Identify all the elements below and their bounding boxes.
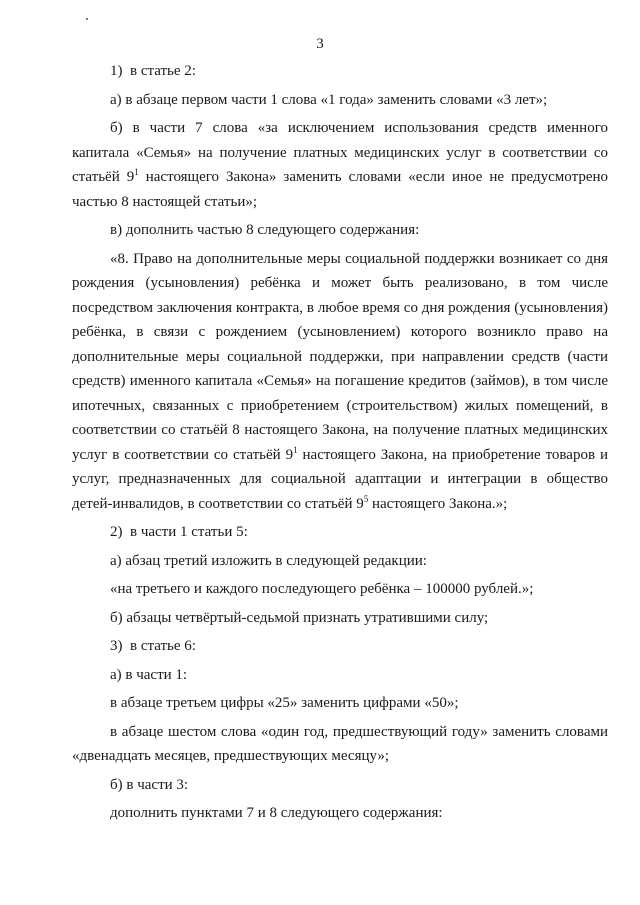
- paragraph-quoted-part-8: [72, 247, 608, 517]
- superscript: 1: [293, 444, 298, 455]
- paragraph-item-2: 2) в части 1 статьи 5:: [110, 524, 248, 540]
- paragraph-subitem-3a: а) в части 1:: [110, 666, 188, 683]
- paragraph-quoted-text: «на третьего и каждого последующего ребёнка – 100000 рублей.»;: [110, 581, 534, 597]
- text-run: настоящего Закона, на приобретение товаров и услуг, предназначенных для социальной адаптации и интеграции в общество детей-инвалидов, в соответствии со статьёй 9: [72, 446, 608, 512]
- paragraph-subitem-1b: [72, 116, 608, 214]
- paragraph-subitem-2a: а) абзац третий изложить в следующей редакции:: [110, 552, 427, 569]
- paragraph-amendment-3: дополнить пунктами 7 и 8 следующего содержания:: [110, 805, 443, 821]
- text-run: б) в части 7 слова «за исключением использования средств именного капитала «Семья» на получение платных медицинских услуг в соответствии со статьёй 9: [72, 120, 608, 185]
- paragraph-subitem-2b: б) абзацы четвёртый-седьмой признать утратившими силу;: [110, 609, 489, 626]
- document-body: [72, 59, 608, 826]
- paragraph-amendment-1: в абзаце третьем цифры «25» заменить цифрами «50»;: [110, 695, 459, 711]
- page-number: 3: [316, 36, 324, 52]
- paragraph-item-1: 1) в статье 2:: [110, 63, 196, 79]
- paragraph-subitem-1a: а) в абзаце первом части 1 слова «1 года» заменить словами «3 лет»;: [110, 91, 548, 108]
- superscript: 5: [363, 493, 369, 504]
- scan-speck: [86, 18, 88, 20]
- text-run: «8. Право на дополнительные меры социальной поддержки возникает со дня рождения (усыновления) ребёнка и может быть реализовано, в том числе посредством заключения контракта, в любое время со дня рождения (усыновления) ребёнка, в связи с рождением (усыновлением) которого возникло право на дополнительные меры социальной поддержки, при направлении средств (части средств) именного капитала «Семья» на погашение кредитов (займов), в том числе ипотечных, связанных с приобретением (строительством) жилых помещений, в соответствии со статьёй 8 настоящего Закона, на получение платных медицинских услуг в соответствии со статьёй 9: [72, 250, 608, 463]
- paragraph-subitem-3b: б) в части 3:: [110, 776, 189, 793]
- paragraph-item-3: 3) в статье 6:: [110, 638, 196, 654]
- paragraph-subitem-1c: в) дополнить частью 8 следующего содержания:: [110, 222, 420, 238]
- paragraph-amendment-2: в абзаце шестом слова «один год, предшествующий году» заменить словами «двенадцать месяцев, предшествующих месяцу»;: [72, 723, 608, 764]
- text-run: настоящего Закона» заменить словами «если иное не предусмотрено частью 8 настоящей статьи»;: [72, 169, 609, 210]
- superscript: 1: [134, 167, 139, 177]
- text-run: настоящего Закона.»;: [368, 495, 508, 512]
